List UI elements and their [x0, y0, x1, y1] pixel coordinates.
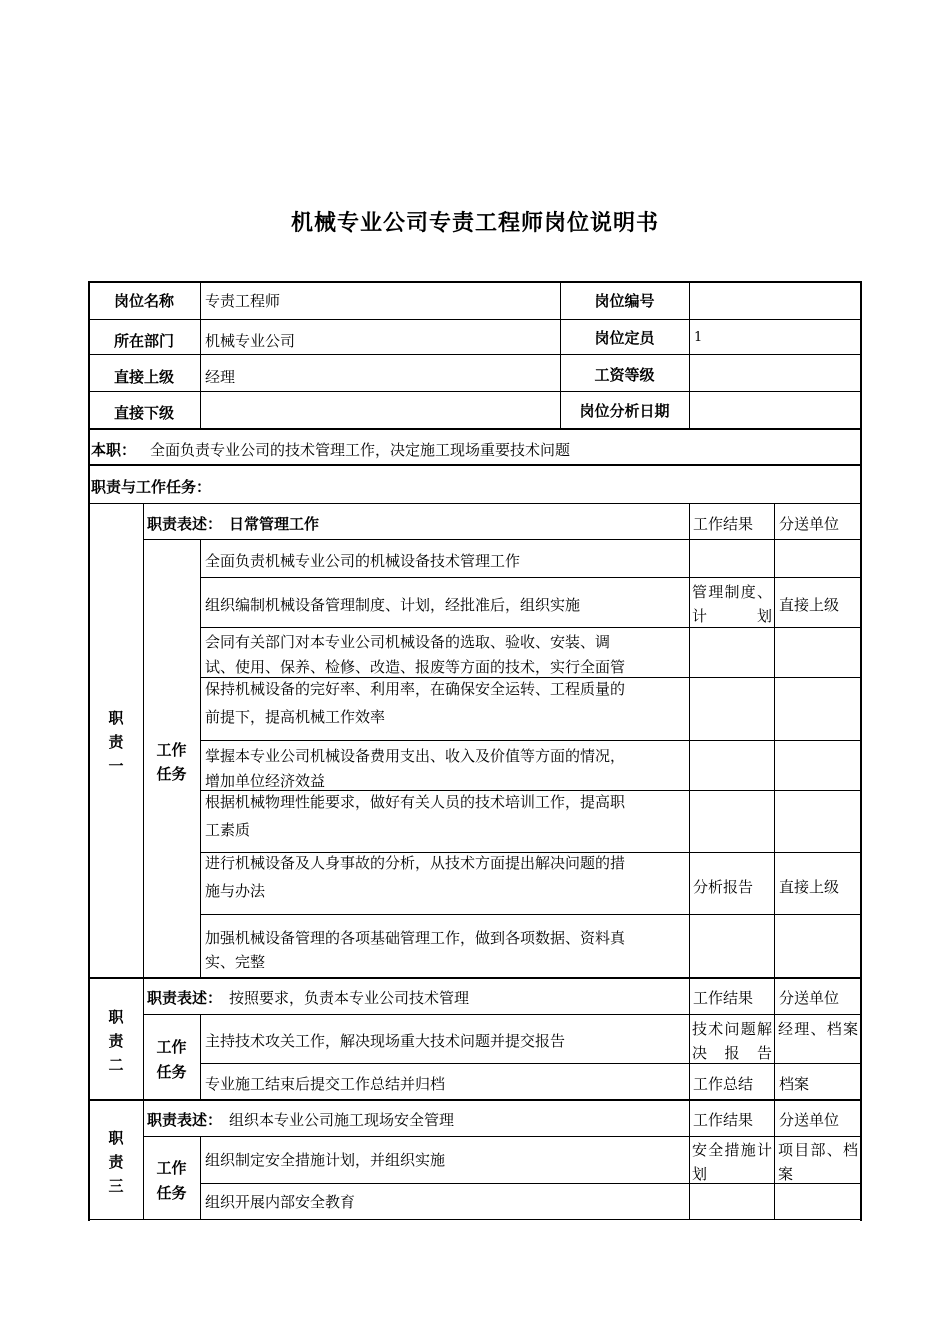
task-destination: 直接上级 — [779, 878, 840, 896]
row-divider — [88, 391, 862, 392]
row-divider — [88, 977, 862, 979]
col-divider — [689, 281, 690, 428]
task-item: 进行机械设备及人身事故的分析，从技术方面提出解决问题的措 — [205, 854, 626, 872]
duty-one-label: 职责一 — [108, 709, 124, 775]
duty-three-label: 职责三 — [108, 1129, 124, 1195]
task-item-cont: 施与办法 — [205, 882, 266, 900]
row-divider — [143, 1014, 862, 1015]
task-item-cont: 工素质 — [205, 821, 251, 839]
dest-header: 分送单位 — [779, 515, 840, 533]
main-duty-text: 全面负责专业公司的技术管理工作，决定施工现场重要技术问题 — [150, 441, 571, 459]
task-item-cont: 增加单位经济效益 — [205, 772, 326, 790]
salary-grade-label: 工资等级 — [594, 366, 655, 384]
task-item: 会同有关部门对本专业公司机械设备的选取、验收、安装、调 — [205, 633, 611, 651]
row-divider — [143, 539, 862, 540]
job-name-value: 专责工程师 — [205, 292, 281, 310]
task-label-line1: 工作 — [156, 741, 187, 759]
headcount-label: 岗位定员 — [594, 329, 655, 347]
result-header: 工作结果 — [693, 1111, 754, 1129]
task-item-cont: 试、使用、保养、检修、改造、报废等方面的技术，实行全面管 — [205, 658, 626, 676]
row-divider — [88, 464, 862, 466]
duty-two-desc: 按照要求，负责本专业公司技术管理 — [229, 989, 470, 1007]
department-label: 所在部门 — [113, 332, 174, 350]
row-divider — [200, 577, 862, 578]
task-item-cont: 实、完整 — [205, 953, 266, 971]
col-divider — [200, 1014, 201, 1099]
row-divider — [88, 1099, 862, 1101]
table-bottom-border — [88, 1219, 862, 1220]
row-divider — [143, 1136, 862, 1137]
task-item: 组织制定安全措施计划，并组织实施 — [205, 1151, 446, 1169]
task-destination: 档案 — [779, 1075, 810, 1093]
task-item: 根据机械物理性能要求，做好有关人员的技术培训工作，提高职 — [205, 793, 626, 811]
col-divider — [774, 503, 775, 1219]
row-divider — [88, 354, 862, 355]
duty-one-desc: 日常管理工作 — [229, 515, 320, 533]
duty-two-desc-label: 职责表述： — [147, 989, 223, 1007]
row-divider — [88, 428, 862, 430]
duty-three-desc-label: 职责表述： — [147, 1111, 223, 1129]
document-title: 机械专业公司专责工程师岗位说明书 — [290, 211, 659, 236]
task-item: 全面负责机械专业公司的机械设备技术管理工作 — [205, 552, 521, 570]
col-divider — [200, 539, 201, 977]
direct-subordinate-label: 直接下级 — [113, 404, 174, 422]
job-description-table — [88, 281, 862, 1221]
task-destination: 项目部、档案 — [778, 1141, 858, 1183]
task-result: 安全措施计划 — [692, 1141, 772, 1183]
dest-header: 分送单位 — [779, 989, 840, 1007]
row-divider — [88, 503, 862, 504]
row-divider — [200, 740, 862, 741]
job-code-label: 岗位编号 — [594, 292, 655, 310]
task-item: 专业施工结束后提交工作总结并归档 — [205, 1075, 446, 1093]
department-value: 机械专业公司 — [205, 332, 296, 350]
task-item: 掌握本专业公司机械设备费用支出、收入及价值等方面的情况， — [205, 747, 626, 765]
col-divider — [689, 503, 690, 1219]
col-divider — [143, 503, 144, 1219]
task-destination: 经理、档案 — [778, 1020, 858, 1038]
task-destination: 直接上级 — [779, 596, 840, 614]
row-divider — [200, 914, 862, 915]
task-label-line2: 任务 — [156, 1184, 187, 1202]
table-top-border — [88, 281, 862, 283]
task-item: 组织编制机械设备管理制度、计划，经批准后，组织实施 — [205, 596, 581, 614]
table-right-border — [860, 281, 862, 1221]
duty-three-desc: 组织本专业公司施工现场安全管理 — [229, 1111, 455, 1129]
task-result: 分析报告 — [693, 878, 754, 896]
task-item: 主持技术攻关工作，解决现场重大技术问题并提交报告 — [205, 1032, 566, 1050]
duty-one-desc-label: 职责表述： — [147, 515, 223, 533]
direct-superior-value: 经理 — [205, 368, 236, 386]
task-result: 技术问题解决报告 — [692, 1020, 772, 1062]
task-result: 工作总结 — [693, 1075, 754, 1093]
headcount-value: 1 — [694, 330, 703, 345]
task-label-line1: 工作 — [156, 1038, 187, 1056]
task-result: 管理制度、计划 — [692, 583, 772, 625]
col-divider — [200, 1136, 201, 1219]
task-item-cont: 前提下，提高机械工作效率 — [205, 708, 386, 726]
section-title: 职责与工作任务： — [91, 478, 212, 496]
main-duty-label: 本职： — [91, 441, 137, 459]
task-item: 组织开展内部安全教育 — [205, 1193, 356, 1211]
dest-header: 分送单位 — [779, 1111, 840, 1129]
task-item: 保持机械设备的完好率、利用率，在确保安全运转、工程质量的 — [205, 680, 626, 698]
analysis-date-label: 岗位分析日期 — [579, 402, 670, 420]
task-label-line2: 任务 — [156, 1063, 187, 1081]
result-header: 工作结果 — [693, 989, 754, 1007]
task-item: 加强机械设备管理的各项基础管理工作，做到各项数据、资料真 — [205, 929, 626, 947]
direct-superior-label: 直接上级 — [113, 368, 174, 386]
task-label-line1: 工作 — [156, 1159, 187, 1177]
job-name-label: 岗位名称 — [113, 292, 174, 310]
col-divider — [200, 281, 201, 428]
duty-two-label: 职责二 — [108, 1008, 124, 1074]
task-label-line2: 任务 — [156, 765, 187, 783]
result-header: 工作结果 — [693, 515, 754, 533]
row-divider — [88, 319, 862, 320]
